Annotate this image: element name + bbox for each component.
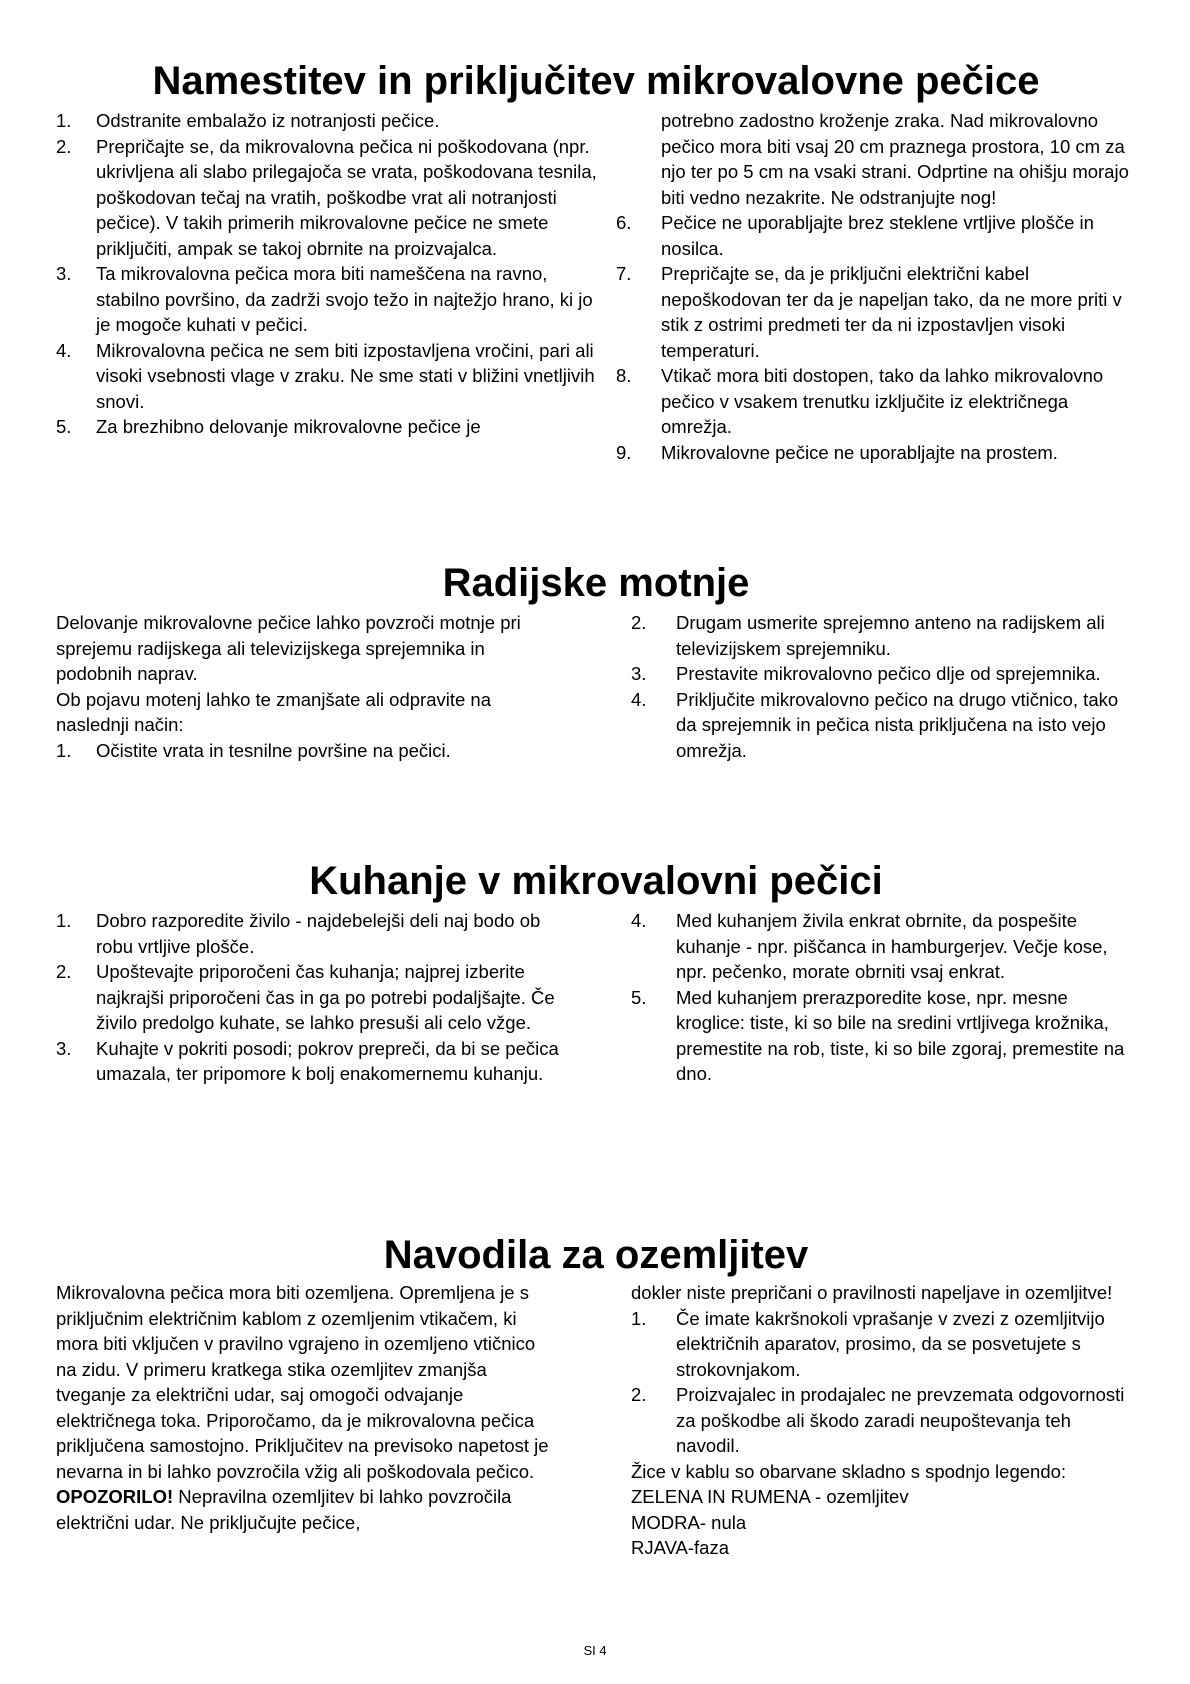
item-number: 1. bbox=[56, 910, 72, 931]
item-text: Prepričajte se, da je priključni električni kabel nepoškodovan ter da je napeljan tako, da ne more priti v stik z ostrimi predmeti ter da ni izpostavljen visoki temperaturi. bbox=[661, 263, 1122, 361]
column-right bbox=[631, 1280, 1136, 1561]
item-number: 4. bbox=[631, 688, 647, 710]
item-number: 4. bbox=[56, 339, 72, 361]
item-text: Drugam usmerite sprejemno anteno na radijskem ali televizijskem sprejemniku. bbox=[676, 612, 1105, 659]
item-text: Če imate kakršnokoli vprašanje v zvezi z ozemljitvijo električnih aparatov, prosimo, da se posvetujete s strokovnjakom. bbox=[676, 1307, 1105, 1380]
columns-grounding bbox=[56, 1280, 1136, 1561]
item-text: Vtikač mora biti dostopen, tako da lahko mikrovalovno pečico v vsakem trenutku izključite iz električnega omrežja. bbox=[661, 365, 1104, 437]
item-text: Očistite vrata in tesnilne površine na pečici. bbox=[96, 739, 451, 761]
column-right bbox=[631, 908, 1136, 1087]
section-radio-interference bbox=[56, 560, 1136, 763]
paragraph: Mikrovalovna pečica mora biti ozemljena. Opremljena je s priključnim električnim kablom z ozemljenim vtikačem, ki mora biti vključen v pravilno vgrajeno in ozemljeno vtičnico na zidu. V primeru kratkega stika ozemljitev zmanjša tveganje za električni udar, saj omogoči odvajanje električnega toka. Priporočamo, da je mikrovalovna pečica priključena samostojno. Priključitev na previsoko napetost je nevarna in bi lahko povzročila vžig ali poškodovala pečico. bbox=[56, 1282, 549, 1482]
item-text: Prestavite mikrovalovno pečico dlje od sprejemnika. bbox=[676, 663, 1101, 684]
section-cooking bbox=[56, 858, 1136, 1087]
column-left bbox=[56, 610, 546, 763]
item-text: Dobro razporedite živilo - najdebelejši deli naj bodo ob robu vrtljive plošče. bbox=[96, 910, 541, 957]
item-number: 3. bbox=[56, 263, 72, 284]
item-number: 8. bbox=[616, 365, 632, 386]
list-item bbox=[56, 134, 606, 262]
list-item bbox=[616, 210, 1136, 261]
item-text: Odstranite embalažo iz notranjosti pečice. bbox=[96, 110, 440, 131]
heading-cooking: Kuhanje v mikrovalovni pečici bbox=[309, 859, 883, 903]
item-text: Priključite mikrovalovno pečico na drugo vtičnico, tako da sprejemnik in pečica nista priključena na isto vejo omrežja. bbox=[676, 688, 1119, 761]
column-left bbox=[56, 108, 606, 465]
item-number: 2. bbox=[631, 612, 647, 633]
column-right bbox=[616, 108, 1136, 465]
item-number: 3. bbox=[631, 663, 647, 684]
item-number: 1. bbox=[56, 739, 72, 761]
list-item bbox=[56, 108, 606, 134]
columns-cooking bbox=[56, 908, 1136, 1087]
item-number: 3. bbox=[56, 1037, 72, 1059]
legend-item: MODRA- nula bbox=[631, 1511, 747, 1533]
item-number: 2. bbox=[631, 1384, 647, 1405]
list-item bbox=[56, 1036, 561, 1087]
paragraph: Delovanje mikrovalovne pečice lahko povzroči motnje pri sprejemu radijskega ali televizijskega sprejemnika in podobnih naprav. bbox=[56, 612, 521, 684]
item-text: Kuhajte v pokriti posodi; pokrov prepreči, da bi se pečica umazala, ter pripomore k bolj enakomernemu kuhanju. bbox=[96, 1037, 559, 1084]
list-item bbox=[56, 738, 546, 764]
item-text: Mikrovalovna pečica ne sem biti izpostavljena vročini, pari ali visoki vsebnosti vlage v zraku. Ne sme stati v bližini vnetljivih snovi. bbox=[96, 339, 595, 412]
item-text: Mikrovalovne pečice ne uporabljajte na prostem. bbox=[661, 441, 1058, 463]
item-text: Proizvajalec in prodajalec ne prevzemata odgovornosti za poškodbe ali škodo zaradi neupoštevanja teh navodil. bbox=[676, 1384, 1125, 1456]
list-item bbox=[56, 908, 561, 959]
list-item bbox=[56, 414, 606, 440]
legend-item: RJAVA-faza bbox=[631, 1537, 730, 1558]
item-number: 7. bbox=[616, 263, 632, 284]
legend-intro: Žice v kablu so obarvane skladno s spodnjo legendo: bbox=[631, 1460, 1067, 1482]
item-number: 1. bbox=[56, 110, 72, 131]
list-item bbox=[631, 661, 1136, 687]
item-text: Med kuhanjem živila enkrat obrnite, da pospešite kuhanje - npr. piščanca in hamburgerjev. Večje kose, npr. pečenko, morate obrniti vsaj enkrat. bbox=[676, 910, 1108, 982]
continuation-text: potrebno zadostno kroženje zraka. Nad mikrovalovno pečico mora biti vsaj 20 cm praznega prostora, 10 cm za njo ter po 5 cm na vsaki strani. Odprtine na ohišju morajo biti vedno nezakrite. Ne odstranjujte nog! bbox=[661, 110, 1129, 208]
list-item bbox=[56, 261, 606, 338]
list-item bbox=[631, 908, 1136, 985]
item-text: Ta mikrovalovna pečica mora biti nameščena na ravno, stabilno površino, da zadrži svojo težo in najtežjo hrano, ki jo je mogoče kuhati v pečici. bbox=[96, 263, 593, 335]
item-text: Upoštevajte priporočeni čas kuhanja; najprej izberite najkrajši priporočeni čas in ga po potrebi podaljšajte. Če živilo predolgo kuhate, se lahko presuši ali celo vžge. bbox=[96, 961, 555, 1033]
legend-item: ZELENA IN RUMENA - ozemljitev bbox=[631, 1486, 909, 1507]
list-item bbox=[616, 440, 1136, 466]
item-number: 2. bbox=[56, 135, 72, 157]
list-item bbox=[631, 610, 1136, 661]
list-item bbox=[616, 363, 1136, 440]
item-number: 1. bbox=[631, 1307, 647, 1329]
item-number: 4. bbox=[631, 910, 647, 931]
item-text: Za brezhibno delovanje mikrovalovne pečice je bbox=[96, 416, 481, 437]
list-item bbox=[631, 1306, 1136, 1383]
section-grounding bbox=[56, 1232, 1136, 1561]
list-item bbox=[616, 261, 1136, 363]
columns-installation bbox=[56, 108, 1136, 465]
list-item bbox=[631, 1382, 1136, 1459]
paragraph: Ob pojavu motenj lahko te zmanjšate ali odpravite na naslednji način: bbox=[56, 688, 492, 735]
item-number: 2. bbox=[56, 961, 72, 982]
heading-grounding: Navodila za ozemljitev bbox=[383, 1233, 809, 1277]
item-text: Med kuhanjem prerazporedite kose, npr. mesne kroglice: tiste, ki so bile na sredini vrtljivega krožnika, premestite na rob, tiste, ki so bile zgoraj, premestite na dno. bbox=[676, 986, 1125, 1084]
item-number: 5. bbox=[56, 416, 72, 437]
warning-text: Nepravilna ozemljitev bi lahko povzročila električni udar. Ne priključujte pečice, bbox=[56, 1486, 512, 1533]
list-item bbox=[56, 338, 606, 415]
list-item bbox=[631, 985, 1136, 1087]
page-number: SI 4 bbox=[583, 1643, 607, 1658]
warning-paragraph bbox=[56, 1484, 556, 1535]
heading-installation: Namestitev in priključitev mikrovalovne pečice bbox=[152, 59, 1040, 103]
column-left bbox=[56, 908, 561, 1087]
continuation-text: dokler niste prepričani o pravilnosti napeljave in ozemljitve! bbox=[631, 1282, 1113, 1303]
item-text: Pečice ne uporabljajte brez steklene vrtljive plošče in nosilca. bbox=[661, 212, 1094, 259]
item-number: 5. bbox=[631, 986, 647, 1008]
item-number: 9. bbox=[616, 441, 632, 463]
column-right bbox=[631, 610, 1136, 763]
heading-radio-interference: Radijske motnje bbox=[442, 561, 750, 605]
item-number: 6. bbox=[616, 212, 632, 233]
list-item bbox=[631, 687, 1136, 764]
section-installation bbox=[56, 58, 1136, 465]
list-item bbox=[56, 959, 561, 1036]
warning-label: OPOZORILO! bbox=[56, 1486, 174, 1507]
column-left bbox=[56, 1280, 556, 1561]
columns-radio-interference bbox=[56, 610, 1136, 763]
item-text: Prepričajte se, da mikrovalovna pečica ni poškodovana (npr. ukrivljena ali slabo prilegajoča se vrata, poškodovana tesnila, poškodovan tečaj na vratih, poškodbe vrat ali notranjosti pečice). V takih primerih mikrovalovne pečice ne smete priključiti, ampak se takoj obrnite na proizvajalca. bbox=[96, 135, 597, 259]
